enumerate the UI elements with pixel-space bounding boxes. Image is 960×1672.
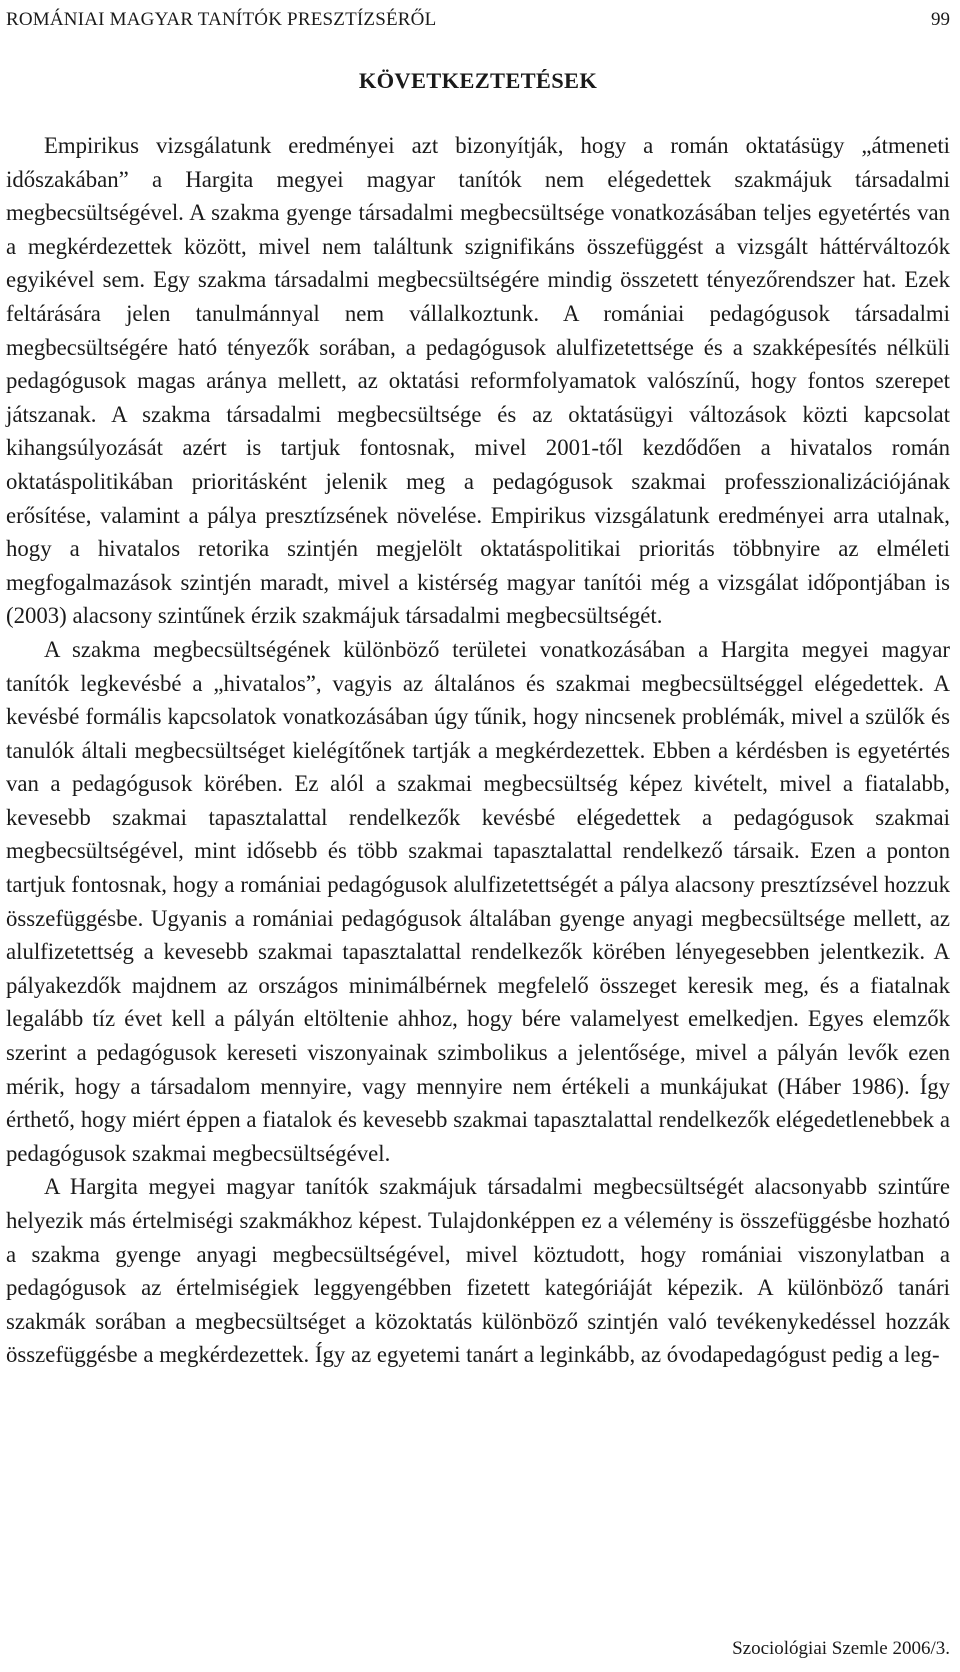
paragraph: Empirikus vizsgálatunk eredményei azt bizonyítják, hogy a román oktatásügy „átmeneti időszakában” a Hargita megyei magyar tanítók nem elégedettek szakmájuk társadalmi megbecsültségével. A szakma gyenge társadalmi megbecsültsége vonatkozásában teljes egyetértés van a megkérdezettek között, mivel nem találtunk szignifikáns összefüggést a vizsgált háttérváltozók egyikével sem. Egy szakma társadalmi megbecsültségére mindig összetett tényezőrendszer hat. Ezek feltárására jelen tanulmánnyal nem vállalkoztunk. A romániai pedagógusok társadalmi megbecsültségére ható tényezők sorában, a pedagógusok alulfizetettsége és a szakképesítés nélküli pedagógusok magas aránya mellett, az oktatási reformfolyamatok valószínű, hogy fontos szerepet játszanak. A szakma társadalmi megbecsültsége és az oktatásügyi változások közti kapcsolat kihangsúlyozását azért is tartjuk fontosnak, mivel 2001-től kezdődően a hivatalos román oktatáspolitikában prioritásként jelenik meg a pedagógusok szakmai professzionalizációjának erősítése, valamint a pálya presztízsének növelése. Empirikus vizsgálatunk eredményei arra utalnak, hogy a hivatalos retorika szintjén megjelölt oktatáspolitikai prioritás többnyire az elméleti megfogalmazások szintjén maradt, mivel a kistérség magyar tanítói még a vizsgálat időpontjában is (2003) alacsony szintűnek érzik szakmájuk társadalmi megbecsültségét. [6, 133, 950, 629]
paragraph: A szakma megbecsültségének különböző területei vonatkozásában a Hargita megyei magyar tanítók legkevésbé a „hivatalos”, vagyis az általános és szakmai megbecsültséggel elégedettek. A kevésbé formális kapcsolatok vonatkozásában úgy tűnik, hogy nincsenek problémák, mivel a szülők és tanulók általi megbecsültséget kielégítőnek tartják a megkérdezettek. Ebben a kérdésben is egyetértés van a pedagógusok körében. Ez alól a szakmai megbecsültség képez kivételt, mivel a fiatalabb, kevesebb szakmai tapasztalattal rendelkezők kevésbé elégedettek a pedagógusok szakmai megbecsültségével, mint idősebb és több szakmai tapasztalattal rendelkező társaik. Ezen a ponton tartjuk fontosnak, hogy a romániai pedagógusok alulfizetettségét a pálya alacsony presztízsével hozzuk összefüggésbe. Ugyanis a romániai pedagógusok általában gyenge anyagi megbecsültsége mellett, az alulfizetettség a kevesebb szakmai tapasztalattal rendelkezők körében lényegesebben jelentkezik. A pályakezdők majdnem az országos minimálbérnek megfelelő összeget keresik meg, és a fiatalnak legalább tíz évet kell a pályán eltöltenie ahhoz, hogy bére valamelyest emelkedjen. Egyes elemzők szerint a pedagógusok kereseti viszonyainak szimbolikus a jelentősége, mivel a pályán levők ezen mérik, hogy a társadalom mennyire, vagy mennyire nem értékeli a munkájukat (Háber 1986). Így érthető, hogy miért éppen a fiatalok és kevesebb szakmai tapasztalattal rendelkezők elégedetlenebbek a pedagógusok szakmai megbecsültségével. [6, 636, 950, 1166]
paragraph: A Hargita megyei magyar tanítók szakmájuk társadalmi megbecsültségét alacsonyabb szintűre helyezik más értelmiségi szakmákhoz képest. Tulajdonképpen ez a vélemény is összefüggésbe hozható a szakma gyenge anyagi megbecsültségével, mivel köztudott, hogy romániai viszonylatban a pedagógusok az értelmiségiek leggyengébben fizetett kategóriáját képezik. A különböző tanári szakmák sorában a megbecsültséget a közoktatás különböző szintjén való tevékenykedéssel hozzák összefüggésbe a megkérdezettek. Így az egyetemi tanárt a leginkább, az óvodapedagógust pedig a leg- [6, 1174, 950, 1368]
body-text [6, 129, 950, 1372]
section-title: KÖVETKEZTETÉSEK [358, 68, 598, 93]
running-title: ROMÁNIAI MAGYAR TANÍTÓK PRESZTÍZSÉRŐL [6, 9, 437, 30]
page-number: 99 [931, 9, 950, 30]
running-header [6, 6, 950, 34]
journal-footer: Szociológiai Szemle 2006/3. [732, 1638, 950, 1659]
